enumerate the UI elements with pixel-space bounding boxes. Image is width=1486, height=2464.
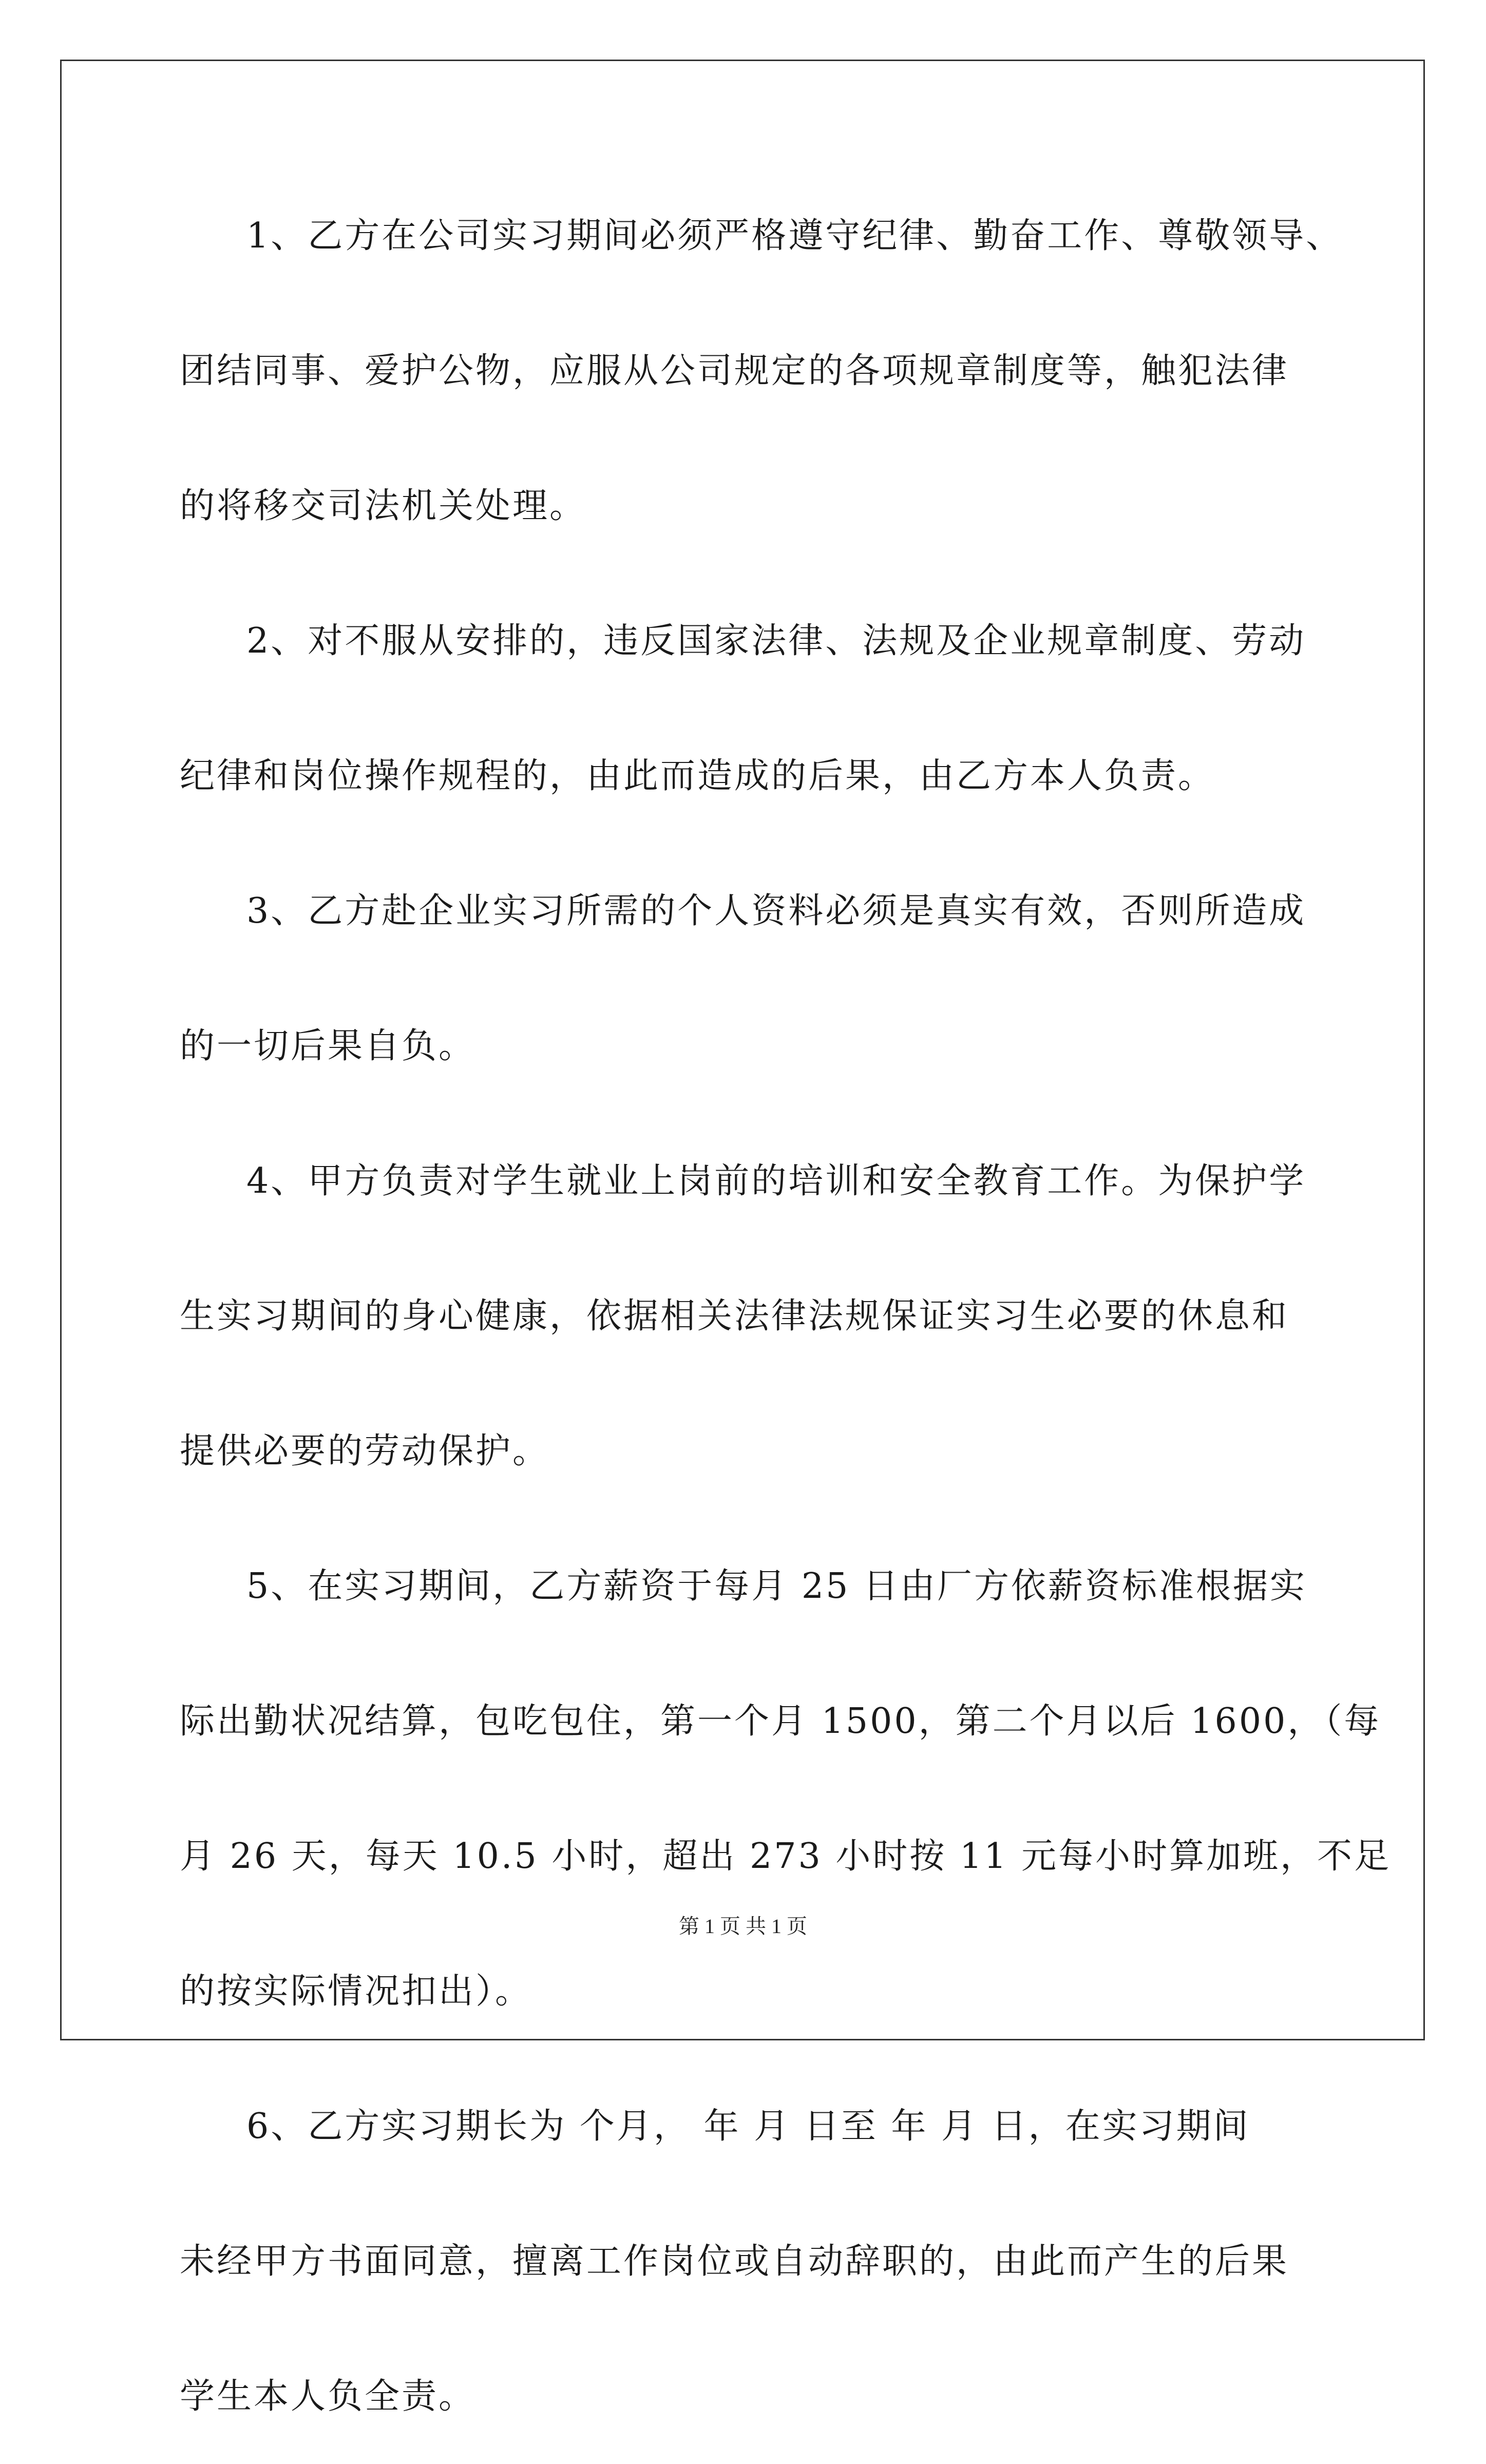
paragraph-line: 团结同事、爱护公物，应服从公司规定的各项规章制度等，触犯法律 [180, 351, 1289, 391]
paragraph-6 [180, 2059, 1335, 2464]
paragraph-line: 提供必要的劳动保护。 [180, 1431, 550, 1472]
paragraph-1 [180, 168, 1343, 574]
paragraph-line: 4、甲方负责对学生就业上岗前的培训和安全教育工作。为保护学 [246, 1161, 1306, 1201]
paragraph-line: 的按实际情况扣出）。 [180, 1971, 532, 2012]
page-number: 第 1 页 共 1 页 [679, 1915, 807, 1938]
paragraph-line: 的一切后果自负。 [180, 1026, 476, 1066]
paragraph-line: 5、在实习期间，乙方薪资于每月 25 日由厂方依薪资标准根据实 [246, 1566, 1307, 1607]
paragraph-4 [180, 1114, 1335, 1519]
paragraph-line: 月 26 天，每天 10.5 小时，超出 273 小时按 11 元每小时算加班，不足 [180, 1836, 1392, 1877]
paragraph-line: 际出勤状况结算，包吃包住，第一个月 1500，第二个月以后 1600，（每 [180, 1701, 1381, 1742]
paragraph-3 [180, 844, 1335, 1114]
paragraph-line: 的将移交司法机关处理。 [180, 486, 587, 526]
paragraph-line: 未经甲方书面同意，擅离工作岗位或自动辞职的，由此而产生的后果 [180, 2241, 1289, 2282]
paragraph-line: 生实习期间的身心健康，依据相关法律法规保证实习生必要的休息和 [180, 1296, 1289, 1336]
document-body [180, 168, 1392, 2464]
paragraph-line: 纪律和岗位操作规程的，由此而造成的后果，由乙方本人负责。 [180, 756, 1215, 796]
paragraph-line: 6、乙方实习期长为 个月， 年 月 日至 年 月 日，在实习期间 [246, 2106, 1250, 2147]
paragraph-line: 3、乙方赴企业实习所需的个人资料必须是真实有效，否则所造成 [246, 891, 1306, 931]
page-footer [0, 1910, 1486, 1939]
paragraph-5 [180, 1519, 1392, 2059]
paragraph-line: 1、乙方在公司实习期间必须严格遵守纪律、勤奋工作、尊敬领导、 [246, 216, 1343, 256]
paragraph-line: 2、对不服从安排的，违反国家法律、法规及企业规章制度、劳动 [246, 621, 1306, 661]
paragraph-line: 学生本人负全责。 [180, 2376, 476, 2417]
paragraph-2 [180, 574, 1335, 844]
